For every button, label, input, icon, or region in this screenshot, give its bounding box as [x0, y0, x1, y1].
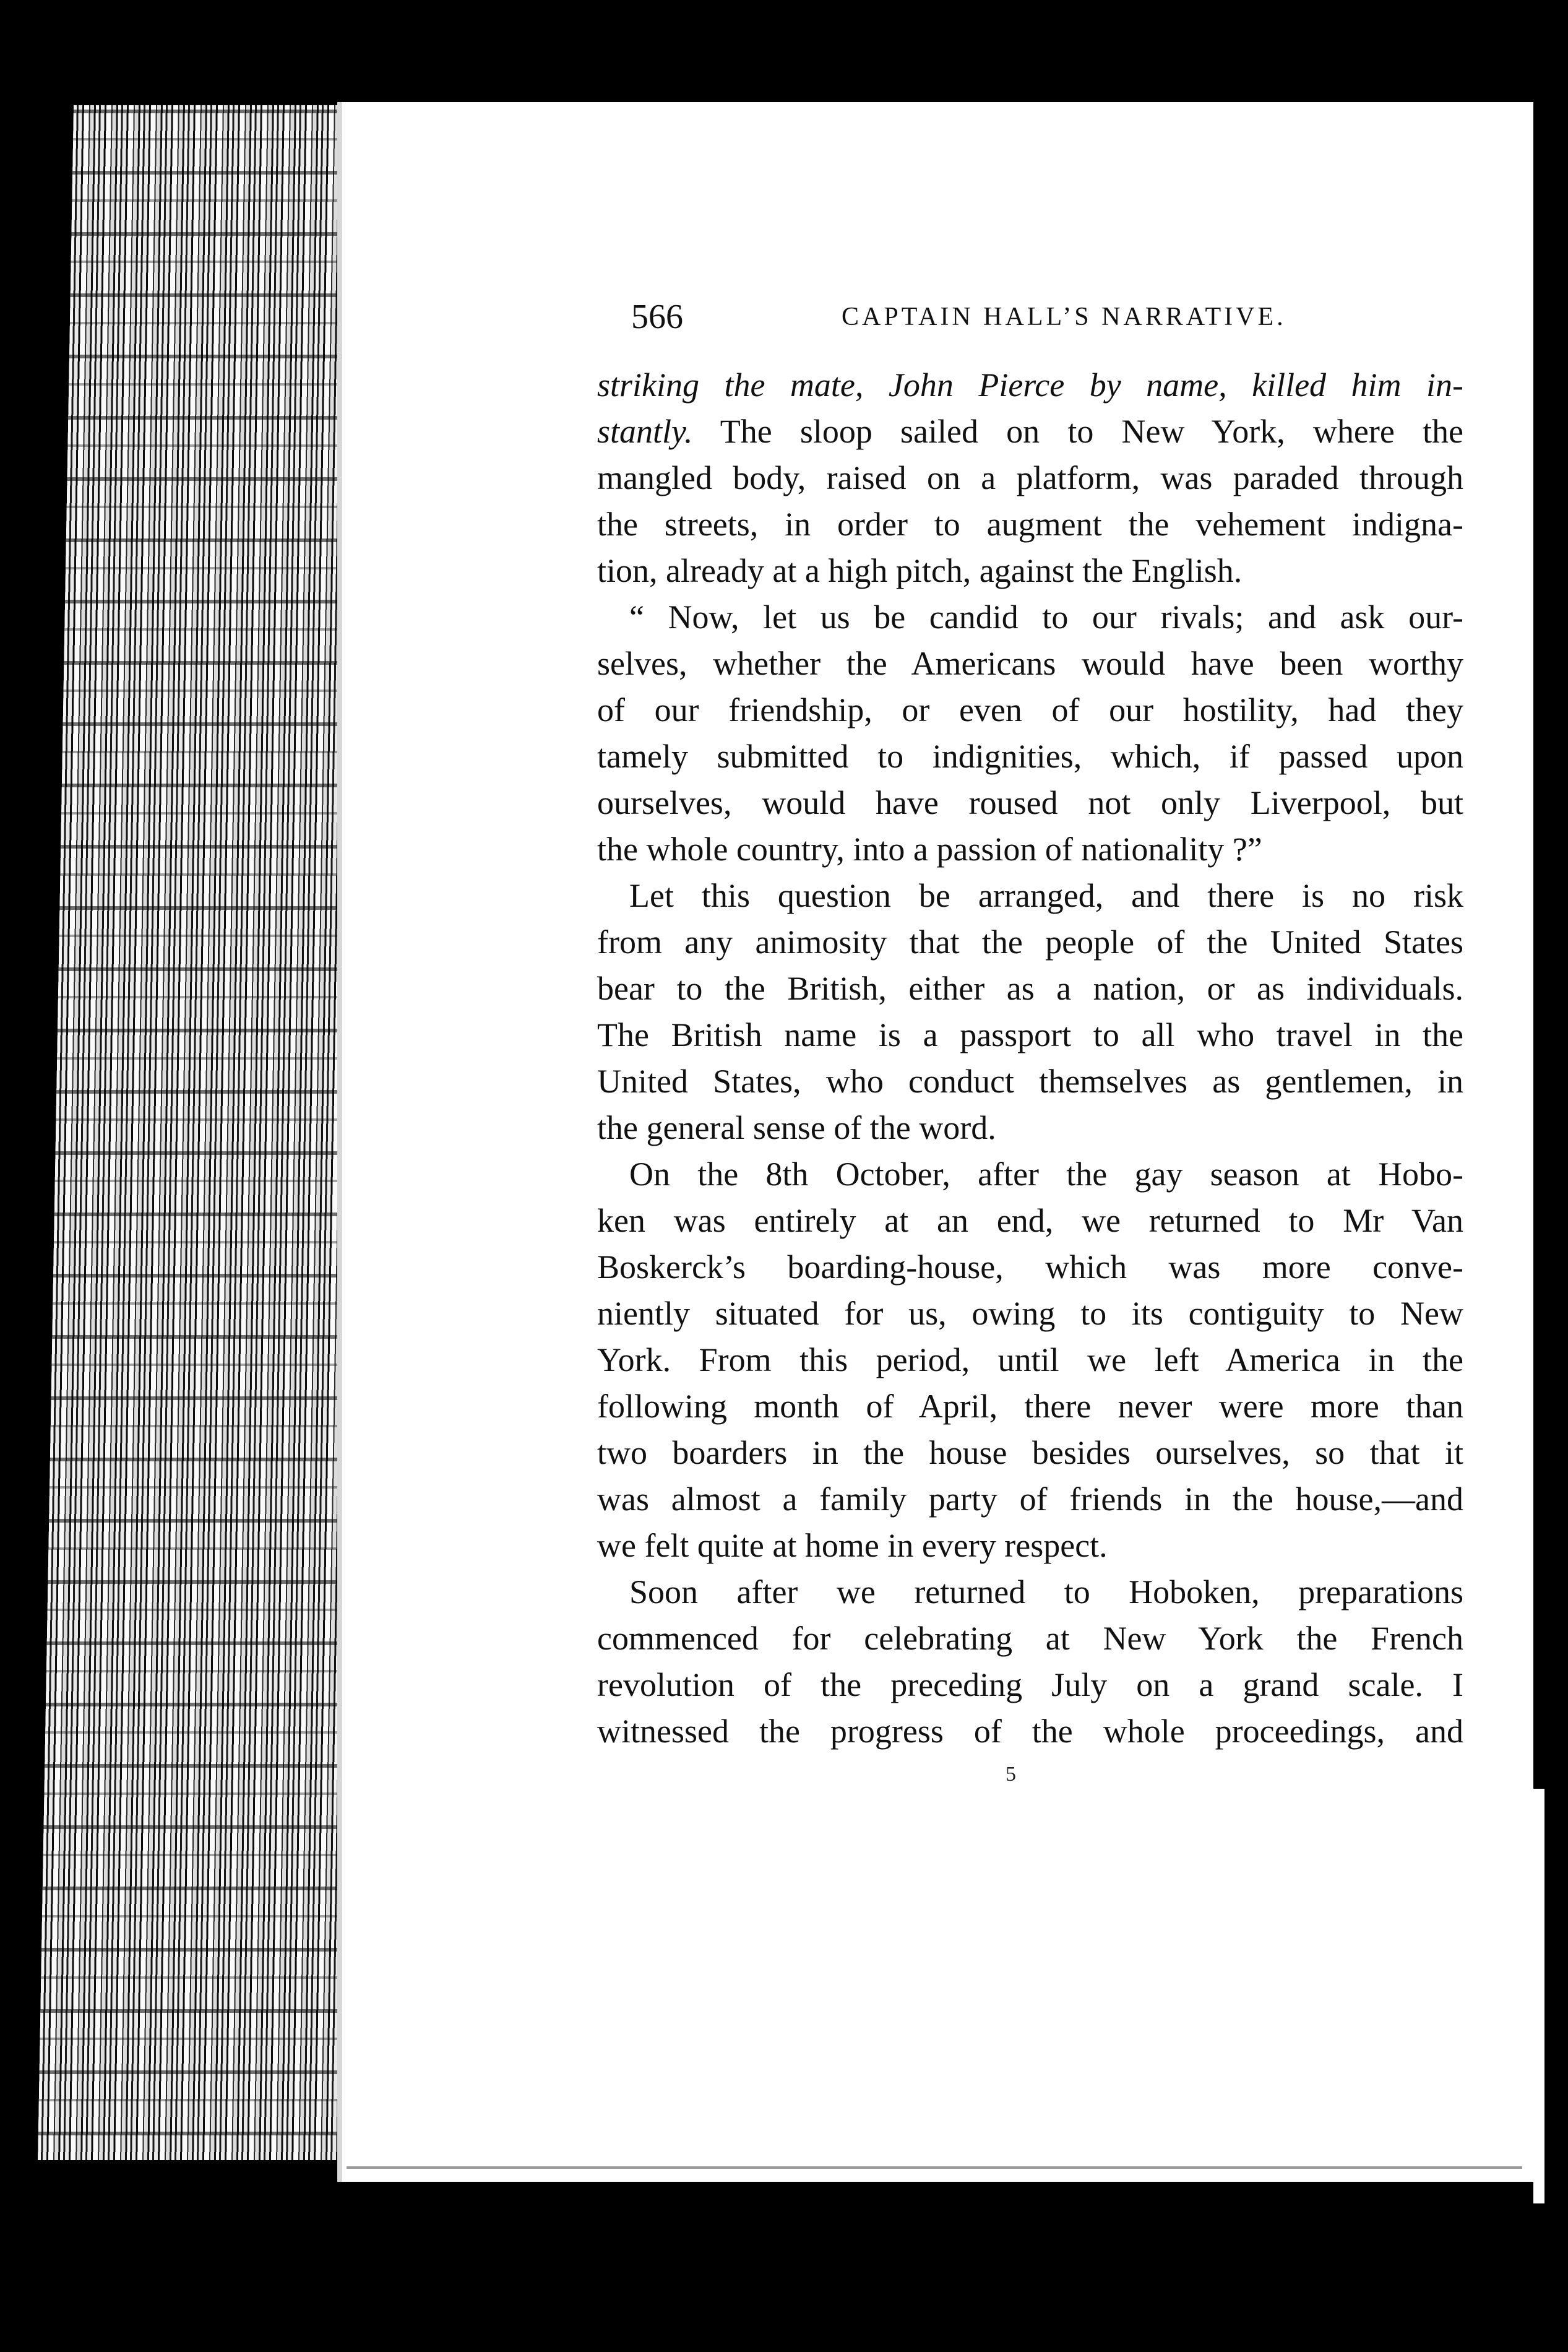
signature-mark: 5 [1006, 1763, 1016, 1786]
text-line: ken was entirely at an end, we returned to Mr Van [597, 1202, 1463, 1239]
text-line: “ Now, let us be candid to our rivals; and ask our- [629, 599, 1463, 636]
text-line: of our friendship, or even of our hostility, had they [597, 691, 1463, 729]
italic-run: stantly. [597, 413, 693, 450]
running-head: CAPTAIN HALL’S NARRATIVE. [842, 303, 1286, 331]
text-line: niently situated for us, owing to its contiguity to New [597, 1295, 1463, 1332]
text-line [597, 409, 1463, 455]
text-line: bear to the British, either as a nation, or as individuals. [597, 970, 1463, 1007]
text-line: Soon after we returned to Hoboken, preparations [629, 1573, 1463, 1611]
text-line: On the 8th October, after the gay season at Hobo- [629, 1156, 1463, 1193]
facing-page-edge [1533, 1789, 1544, 2203]
roman-run: The sloop sailed on to New York, where the [692, 413, 1463, 450]
text-line: following month of April, there never were more than [597, 1388, 1463, 1425]
page-number: 566 [631, 298, 683, 336]
text-line: The British name is a passport to all who travel in the [597, 1016, 1463, 1053]
text-line: mangled body, raised on a platform, was paraded through [597, 459, 1463, 496]
page-header [631, 297, 1287, 347]
text-line: Let this question be arranged, and there is no risk [629, 877, 1463, 914]
text-line: the general sense of the word. [597, 1109, 996, 1146]
text-line: commenced for celebrating at New York the French [597, 1620, 1463, 1657]
text-line: the streets, in order to augment the vehement indigna- [597, 506, 1463, 543]
text-line: revolution of the preceding July on a grand scale. I [597, 1666, 1463, 1703]
text-line: the whole country, into a passion of nationality ?” [597, 831, 1262, 868]
text-line: striking the mate, John Pierce by name, killed him in- [597, 366, 1463, 404]
text-line: Boskerck’s boarding-house, which was more conve- [597, 1248, 1463, 1286]
text-line: from any animosity that the people of the United States [597, 923, 1463, 961]
text-line: United States, who conduct themselves as gentlemen, in [597, 1063, 1463, 1100]
text-line: witnessed the progress of the whole proceedings, and [597, 1713, 1463, 1750]
text-line: ourselves, would have roused not only Liverpool, but [597, 784, 1463, 821]
text-line: we felt quite at home in every respect. [597, 1527, 1108, 1564]
text-line: tamely submitted to indignities, which, if passed upon [597, 738, 1463, 775]
page-bottom-edge [347, 2166, 1522, 2169]
text-line: selves, whether the Americans would have been worthy [597, 645, 1463, 682]
text-line: tion, already at a high pitch, against the English. [597, 552, 1243, 589]
text-line: York. From this period, until we left America in the [597, 1341, 1463, 1378]
text-line: two boarders in the house besides ourselves, so that it [597, 1434, 1463, 1471]
text-line: was almost a family party of friends in the house,—and [597, 1481, 1463, 1518]
body-text [597, 362, 1463, 1755]
